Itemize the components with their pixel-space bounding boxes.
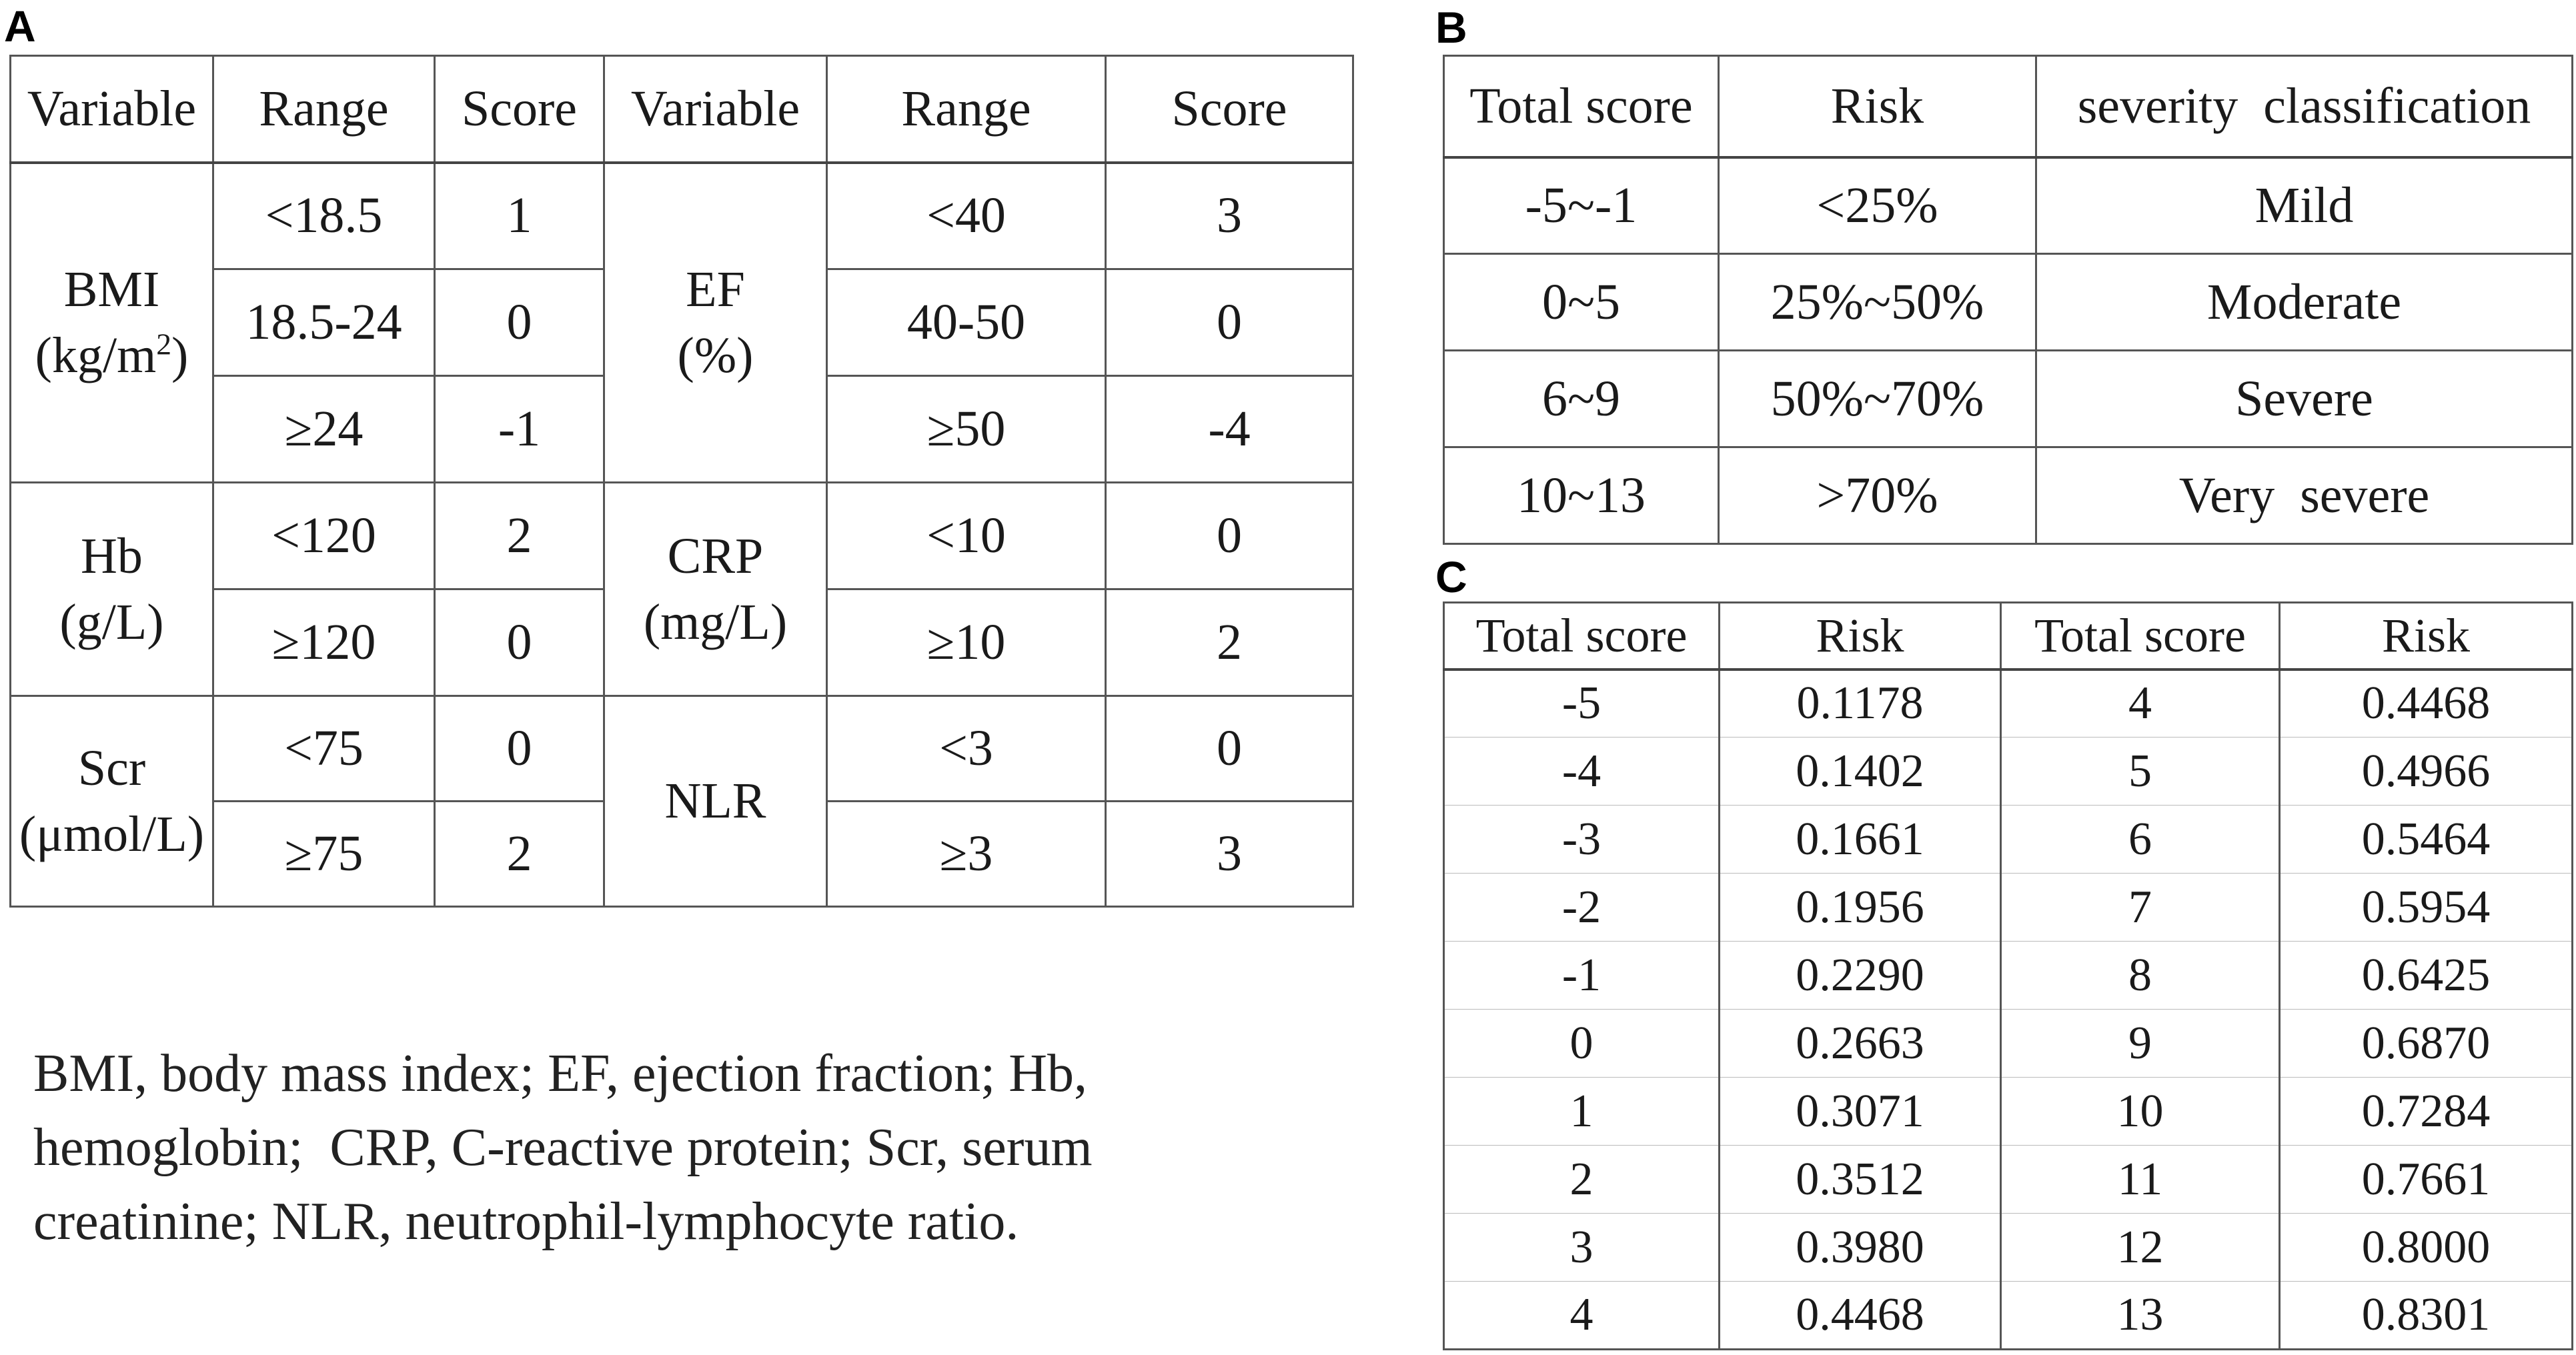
header-variable: Variable: [604, 56, 827, 163]
variable-name: EF: [686, 261, 745, 317]
risk-cell: >70%: [1719, 447, 2036, 544]
table-row: [1444, 351, 2573, 447]
risk-cell: 0.5464: [2280, 806, 2573, 874]
table-row: [1444, 874, 2573, 942]
risk-cell: 0.8000: [2280, 1214, 2573, 1282]
risk-cell: 0.2290: [1720, 942, 2001, 1010]
table-row: [1444, 1010, 2573, 1078]
score-cell: 5: [2001, 738, 2280, 806]
score-cell: 2: [1444, 1146, 1720, 1214]
variable-crp: [604, 483, 827, 696]
risk-cell: 0.8301: [2280, 1282, 2573, 1350]
variable-unit: (%): [677, 327, 754, 383]
risk-cell: 0.2663: [1720, 1010, 2001, 1078]
risk-cell: 0.1178: [1720, 669, 2001, 738]
score-cell: -5: [1444, 669, 1720, 738]
risk-cell: 0.1956: [1720, 874, 2001, 942]
score-cell: -1: [435, 376, 604, 483]
score-cell: 2: [1106, 589, 1353, 696]
header-score: Score: [1106, 56, 1353, 163]
score-range-cell: 6~9: [1444, 351, 1719, 447]
range-cell: ≥24: [213, 376, 435, 483]
range-cell: 40-50: [827, 269, 1106, 376]
footnote-line: BMI, body mass index; EF, ejection fraction; Hb,: [33, 1044, 1087, 1103]
variable-name: Scr: [77, 740, 146, 796]
score-range-cell: -5~-1: [1444, 157, 1719, 254]
variable-unit: $(kg/m^2)$: [35, 327, 189, 383]
range-cell: ≥120: [213, 589, 435, 696]
score-cell: 2: [435, 802, 604, 907]
range-cell: ≥3: [827, 802, 1106, 907]
panel-label-a: A: [4, 1, 36, 51]
score-cell: 4: [1444, 1282, 1720, 1350]
variable-hb: [11, 483, 213, 696]
score-cell: 13: [2001, 1282, 2280, 1350]
risk-cell: <25%: [1719, 157, 2036, 254]
header-risk: Risk: [1719, 56, 2036, 157]
range-cell: <120: [213, 483, 435, 589]
score-cell: 0: [1106, 483, 1353, 589]
variable-ef: [604, 163, 827, 483]
range-cell: ≥75: [213, 802, 435, 907]
risk-cell: 0.4468: [1720, 1282, 2001, 1350]
score-range-cell: 10~13: [1444, 447, 1719, 544]
score-cell: -1: [1444, 942, 1720, 1010]
table-row: [1444, 1146, 2573, 1214]
header-total-score: Total score: [1444, 603, 1720, 669]
table-row: [1444, 1078, 2573, 1146]
score-cell: 9: [2001, 1010, 2280, 1078]
header-range: Range: [213, 56, 435, 163]
variable-name: CRP: [667, 527, 764, 584]
variable-unit: (μmol/L): [19, 806, 205, 862]
table-row: [1444, 254, 2573, 351]
risk-cell: 0.7284: [2280, 1078, 2573, 1146]
table-row: [1444, 1214, 2573, 1282]
risk-cell: 0.3512: [1720, 1146, 2001, 1214]
variable-name: BMI: [63, 261, 160, 317]
header-total-score: Total score: [2001, 603, 2280, 669]
range-cell: <75: [213, 696, 435, 802]
score-cell: 6: [2001, 806, 2280, 874]
score-cell: 12: [2001, 1214, 2280, 1282]
table-row: [11, 163, 1353, 269]
score-cell: -3: [1444, 806, 1720, 874]
risk-cell: 0.7661: [2280, 1146, 2573, 1214]
risk-cell: 0.4468: [2280, 669, 2573, 738]
severity-table: [1443, 55, 2573, 545]
table-row: [1444, 669, 2573, 738]
table-header-row: [1444, 56, 2573, 157]
abbreviations-footnote: [33, 1037, 1334, 1259]
score-cell: 0: [1106, 696, 1353, 802]
score-cell: 2: [435, 483, 604, 589]
score-cell: 0: [435, 589, 604, 696]
header-range: Range: [827, 56, 1106, 163]
score-cell: 3: [1444, 1214, 1720, 1282]
score-cell: 3: [1106, 163, 1353, 269]
table-row: [1444, 738, 2573, 806]
risk-cell: 0.3980: [1720, 1214, 2001, 1282]
header-risk: Risk: [1720, 603, 2001, 669]
variable-unit: (mg/L): [643, 593, 788, 650]
table-header-row: [11, 56, 1353, 163]
variable-unit: (g/L): [59, 593, 164, 650]
score-range-cell: 0~5: [1444, 254, 1719, 351]
table-row: [11, 696, 1353, 802]
risk-cell: 50%~70%: [1719, 351, 2036, 447]
variable-nlr: [604, 696, 827, 907]
score-cell: 3: [1106, 802, 1353, 907]
score-cell: 4: [2001, 669, 2280, 738]
severity-cell: Very severe: [2036, 447, 2573, 544]
score-cell: 10: [2001, 1078, 2280, 1146]
table-row: [1444, 157, 2573, 254]
header-score: Score: [435, 56, 604, 163]
variable-scr: [11, 696, 213, 907]
risk-cell: 0.6425: [2280, 942, 2573, 1010]
scoring-table: [9, 55, 1354, 908]
score-cell: 0: [1106, 269, 1353, 376]
header-severity: severity classification: [2036, 56, 2573, 157]
score-cell: 11: [2001, 1146, 2280, 1214]
range-cell: ≥50: [827, 376, 1106, 483]
table-row: [1444, 447, 2573, 544]
score-cell: 0: [435, 269, 604, 376]
footnote-line: hemoglobin; CRP, C-reactive protein; Scr, serum: [33, 1118, 1093, 1177]
range-cell: <18.5: [213, 163, 435, 269]
score-cell: -2: [1444, 874, 1720, 942]
score-cell: 7: [2001, 874, 2280, 942]
variable-name: Hb: [81, 527, 143, 584]
table-row: [1444, 806, 2573, 874]
risk-cell: 0.1661: [1720, 806, 2001, 874]
score-cell: 1: [435, 163, 604, 269]
risk-cell: 0.4966: [2280, 738, 2573, 806]
score-cell: 0: [1444, 1010, 1720, 1078]
header-variable: Variable: [11, 56, 213, 163]
table-row: [1444, 942, 2573, 1010]
panel-label-b: B: [1435, 3, 1467, 52]
footnote-line: creatinine; NLR, neutrophil-lymphocyte ratio.: [33, 1192, 1019, 1251]
range-cell: <3: [827, 696, 1106, 802]
header-total-score: Total score: [1444, 56, 1719, 157]
range-cell: <40: [827, 163, 1106, 269]
risk-cell: 25%~50%: [1719, 254, 2036, 351]
score-cell: 1: [1444, 1078, 1720, 1146]
risk-cell: 0.3071: [1720, 1078, 2001, 1146]
panel-label-c: C: [1435, 552, 1467, 601]
score-cell: 8: [2001, 942, 2280, 1010]
range-cell: <10: [827, 483, 1106, 589]
score-cell: -4: [1106, 376, 1353, 483]
range-cell: 18.5-24: [213, 269, 435, 376]
score-cell: 0: [435, 696, 604, 802]
header-risk: Risk: [2280, 603, 2573, 669]
table-row: [11, 483, 1353, 589]
severity-cell: Moderate: [2036, 254, 2573, 351]
severity-cell: Mild: [2036, 157, 2573, 254]
range-cell: ≥10: [827, 589, 1106, 696]
table-row: [1444, 1282, 2573, 1350]
score-cell: -4: [1444, 738, 1720, 806]
variable-bmi: [11, 163, 213, 483]
risk-lookup-table: [1443, 601, 2573, 1350]
risk-cell: 0.1402: [1720, 738, 2001, 806]
variable-name: NLR: [664, 773, 766, 830]
risk-cell: 0.5954: [2280, 874, 2573, 942]
risk-cell: 0.6870: [2280, 1010, 2573, 1078]
table-header-row: [1444, 603, 2573, 669]
severity-cell: Severe: [2036, 351, 2573, 447]
